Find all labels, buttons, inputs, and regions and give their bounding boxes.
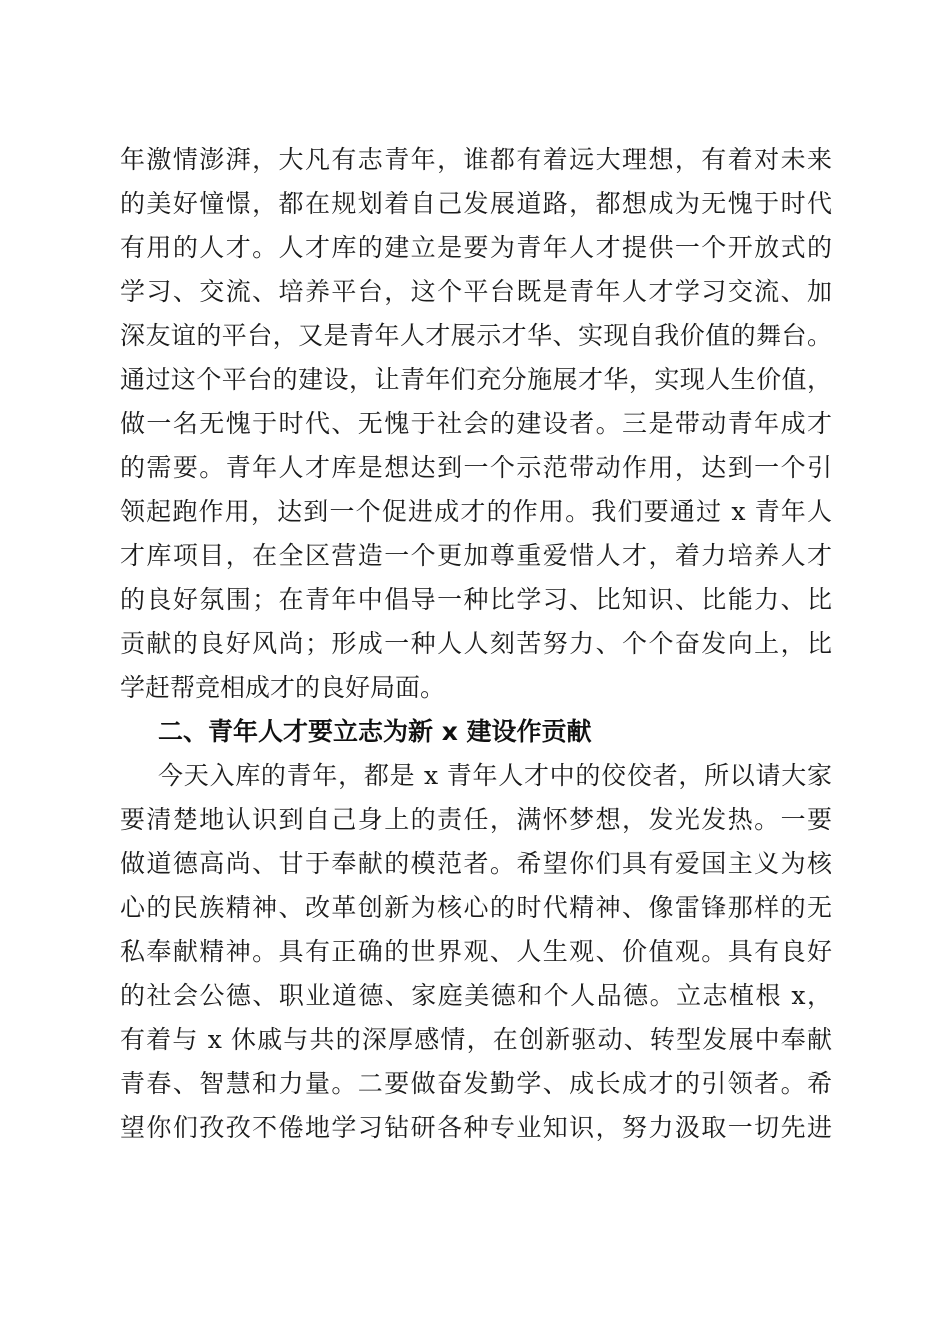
paragraph-line: 年激情澎湃，大凡有志青年，谁都有着远大理想，有着对未来 bbox=[120, 145, 832, 174]
paragraph-line: 做道德高尚、甘于奉献的模范者。希望你们具有爱国主义为核 bbox=[120, 849, 832, 878]
paragraph-line: 今天入库的青年，都是 x 青年人才中的佼佼者，所以请大家 bbox=[158, 761, 832, 790]
paragraph-line: 有用的人才。人才库的建立是要为青年人才提供一个开放式的 bbox=[120, 233, 832, 262]
paragraph-line: 望你们孜孜不倦地学习钻研各种专业知识，努力汲取一切先进 bbox=[120, 1113, 832, 1142]
section-heading: 二、青年人才要立志为新 x 建设作贡献 bbox=[158, 717, 592, 746]
paragraph-line: 私奉献精神。具有正确的世界观、人生观、价值观。具有良好 bbox=[120, 937, 832, 966]
paragraph-line: 青春、智慧和力量。二要做奋发勤学、成长成才的引领者。希 bbox=[120, 1069, 832, 1098]
paragraph-line: 的需要。青年人才库是想达到一个示范带动作用，达到一个引 bbox=[120, 453, 832, 482]
paragraph-line: 才库项目，在全区营造一个更加尊重爱惜人才，着力培养人才 bbox=[120, 541, 832, 570]
paragraph-line: 心的民族精神、改革创新为核心的时代精神、像雷锋那样的无 bbox=[120, 893, 832, 922]
paragraph-line: 要清楚地认识到自己身上的责任，满怀梦想，发光发热。一要 bbox=[120, 805, 832, 834]
paragraph-line: 深友谊的平台，又是青年人才展示才华、实现自我价值的舞台。 bbox=[120, 321, 832, 350]
paragraph-line: 领起跑作用，达到一个促进成才的作用。我们要通过 x 青年人 bbox=[120, 497, 832, 526]
paragraph-line: 的良好氛围；在青年中倡导一种比学习、比知识、比能力、比 bbox=[120, 585, 832, 614]
paragraph-line: 的社会公德、职业道德、家庭美德和个人品德。立志植根 x， bbox=[120, 981, 832, 1010]
paragraph-line: 做一名无愧于时代、无愧于社会的建设者。三是带动青年成才 bbox=[120, 409, 832, 438]
paragraph-line: 学赶帮竞相成才的良好局面。 bbox=[120, 673, 446, 702]
paragraph-line: 有着与 x 休戚与共的深厚感情，在创新驱动、转型发展中奉献 bbox=[120, 1025, 832, 1054]
paragraph-line: 学习、交流、培养平台，这个平台既是青年人才学习交流、加 bbox=[120, 277, 832, 306]
paragraph-line: 通过这个平台的建设，让青年们充分施展才华，实现人生价值， bbox=[120, 365, 832, 394]
paragraph-line: 贡献的良好风尚；形成一种人人刻苦努力、个个奋发向上，比 bbox=[120, 629, 832, 658]
paragraph-line: 的美好憧憬，都在规划着自己发展道路，都想成为无愧于时代 bbox=[120, 189, 832, 218]
